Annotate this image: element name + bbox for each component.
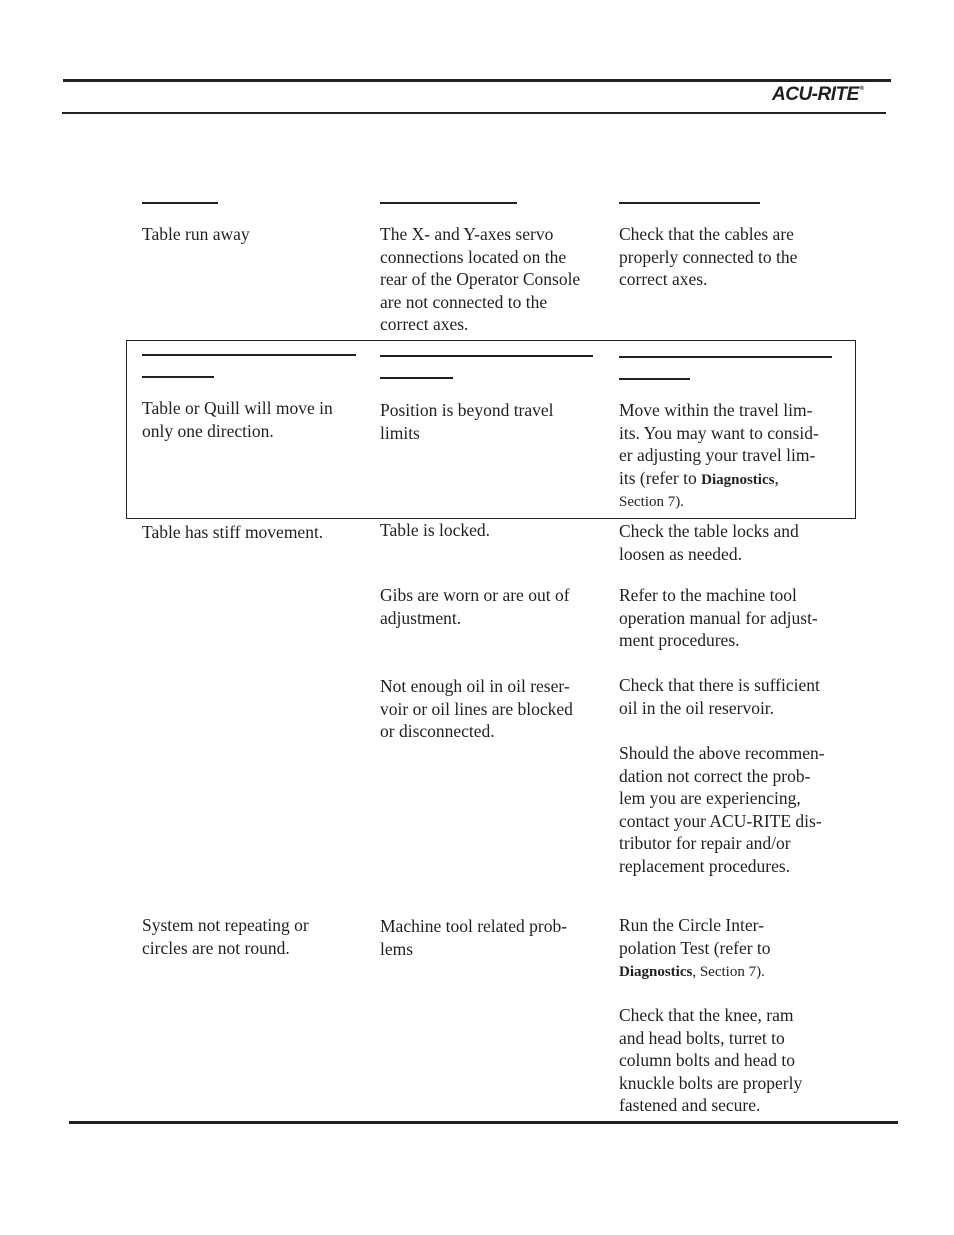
row2-cause [380, 399, 554, 444]
text-line [619, 467, 819, 492]
text-line: limits [380, 422, 420, 443]
text-line: The X- and Y-axes servo [380, 224, 554, 244]
text-line: Table has stiff movement. [142, 522, 324, 542]
row4-cause [380, 915, 567, 960]
text-line: contact your ACU-RITE dis- [619, 810, 822, 831]
row3-solution-4 [619, 742, 825, 878]
text-line: Table or Quill will move in [142, 398, 333, 418]
text-line: Table is locked. [380, 520, 491, 540]
solution-heading-underline [619, 356, 832, 358]
row3-solution-2 [619, 584, 818, 652]
text-line: polation Test (refer to [619, 937, 771, 958]
text-line: Check that the cables are [619, 224, 794, 244]
text-run: , [774, 467, 779, 488]
text-line: its. You may want to consid- [619, 422, 819, 443]
row2-solution [619, 399, 819, 514]
text-line: Refer to the machine tool [619, 585, 797, 605]
text-line: knuckle bolts are properly [619, 1072, 803, 1093]
section-reference: , Section 7). [692, 964, 765, 981]
footer-rule [69, 1121, 898, 1124]
text-line: er adjusting your travel lim- [619, 445, 816, 466]
text-line: connections located on the [380, 246, 567, 267]
text-line: or disconnected. [380, 721, 495, 742]
row4-solution-1 [619, 914, 771, 984]
header-top-rule [63, 79, 891, 82]
text-run: its (refer to [619, 467, 702, 488]
text-line: Check that there is sufficient [619, 675, 820, 695]
text-line [619, 959, 771, 984]
text-line: operation manual for adjust- [619, 607, 818, 628]
row1-solution [619, 223, 797, 291]
text-line: Run the Circle Inter- [619, 915, 764, 935]
text-line: Machine tool related prob- [380, 916, 568, 936]
text-line: Check that the knee, ram [619, 1005, 794, 1025]
registered-mark: ® [859, 86, 864, 92]
solution-heading-underline [619, 202, 760, 204]
text-line: voir or oil lines are blocked [380, 698, 573, 719]
cause-heading-underline [380, 355, 593, 357]
row3-solution-3 [619, 674, 820, 719]
header-bottom-rule [62, 112, 886, 114]
text-line: Position is beyond travel [380, 400, 554, 420]
section-reference: Section 7). [619, 494, 684, 511]
text-line: fastened and secure. [619, 1095, 761, 1116]
diagnostics-reference: Diagnostics [701, 471, 775, 488]
cause-heading-underline [380, 202, 517, 204]
text-line: correct axes. [619, 269, 708, 290]
text-line: oil in the oil reservoir. [619, 697, 775, 718]
text-line: System not repeating or [142, 915, 309, 935]
row3-cause-1 [380, 519, 490, 542]
text-line: adjustment. [380, 607, 462, 628]
text-line: only one direction. [142, 420, 274, 441]
row3-cause-2 [380, 584, 570, 629]
row1-cause [380, 223, 580, 336]
cause-heading-underline [380, 377, 453, 379]
acu-rite-logo [772, 84, 864, 106]
text-line: Not enough oil in oil reser- [380, 676, 570, 696]
text-line: tributor for repair and/or [619, 833, 791, 854]
row1-symptom [142, 223, 250, 246]
text-line: Table run away [142, 224, 250, 244]
symptom-heading-underline [142, 354, 356, 356]
text-line: properly connected to the [619, 246, 798, 267]
text-line: Gibs are worn or are out of [380, 585, 570, 605]
text-line: Move within the travel lim- [619, 400, 813, 420]
row4-symptom [142, 914, 309, 959]
symptom-heading-underline [142, 376, 214, 378]
solution-heading-underline [619, 378, 690, 380]
text-line: Should the above recommen- [619, 743, 825, 763]
text-line: lems [380, 938, 414, 959]
text-line: circles are not round. [142, 937, 290, 958]
row3-solution-1 [619, 520, 799, 565]
text-line: and head bolts, turret to [619, 1027, 785, 1048]
text-line: replacement procedures. [619, 855, 791, 876]
text-line: ment procedures. [619, 630, 740, 651]
diagnostics-reference: Diagnostics [619, 964, 693, 981]
row3-symptom [142, 521, 323, 544]
text-line: loosen as needed. [619, 543, 742, 564]
row4-solution-2 [619, 1004, 802, 1117]
row3-cause-3 [380, 675, 573, 743]
text-line: column bolts and head to [619, 1050, 795, 1071]
text-line: dation not correct the prob- [619, 765, 811, 786]
text-line: lem you are experiencing, [619, 788, 801, 809]
row2-symptom [142, 397, 333, 442]
text-line: are not connected to the [380, 291, 548, 312]
text-line: Check the table locks and [619, 521, 799, 541]
text-line: correct axes. [380, 314, 469, 335]
text-line: rear of the Operator Console [380, 269, 581, 290]
logo-text: ACU-RITE [772, 84, 859, 105]
symptom-heading-underline [142, 202, 218, 204]
